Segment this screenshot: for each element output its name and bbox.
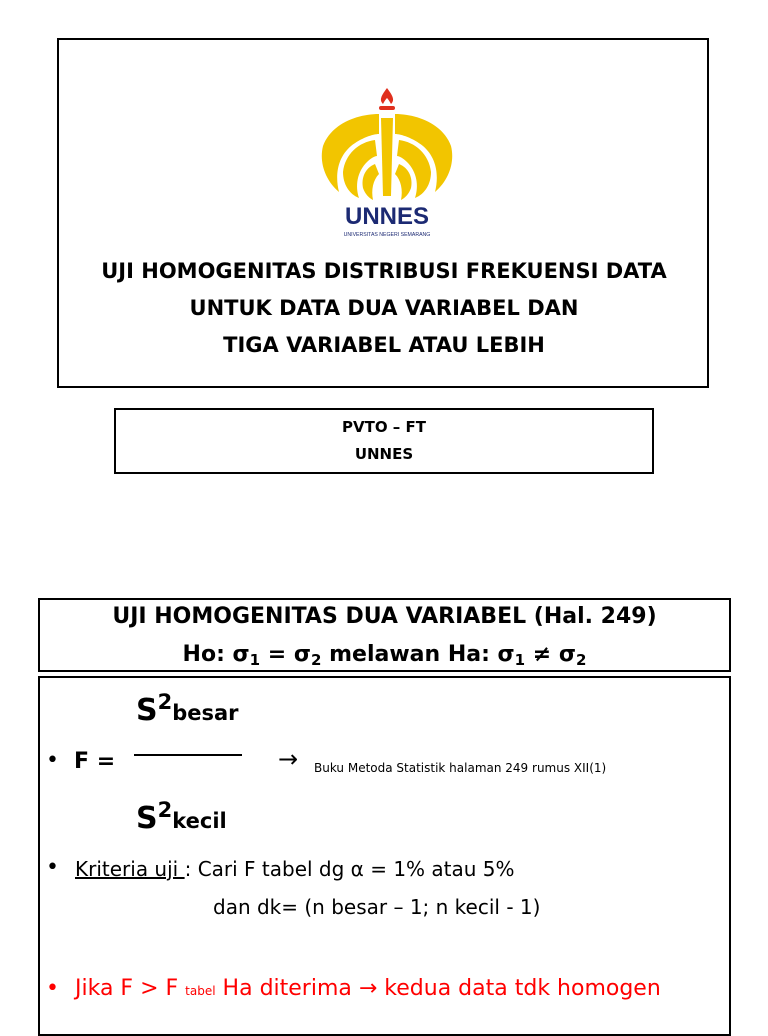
decision-rule: Jika F > F tabel Ha diterima → kedua data tdk homogen [75, 976, 661, 1001]
bullet-icon: • [46, 976, 59, 1001]
criteria-label: Kriteria uji [75, 857, 185, 881]
bullet-icon: • [46, 748, 59, 773]
title-line-3: TIGA VARIABEL ATAU LEBIH [223, 333, 545, 357]
subtitle-line-2: UNNES [354, 445, 414, 463]
formula-numerator: $S^2besar$ [136, 690, 239, 728]
bullet-icon: • [46, 855, 59, 880]
logo-wordmark: UNNES [344, 203, 430, 230]
title-line-2: UNTUK DATA DUA VARIABEL DAN [189, 296, 579, 320]
criteria-line-1 [75, 857, 515, 881]
criteria-text: : Cari F tabel dg α = 1% atau 5% [184, 857, 515, 881]
subtitle-box [114, 408, 654, 474]
logo-subtext: UNIVERSITAS NEGERI SEMARANG [343, 232, 431, 238]
f-equals-label: F = [74, 749, 116, 774]
title-line-1: UJI HOMOGENITAS DISTRIBUSI FREKUENSI DATA [101, 259, 667, 283]
formula-denominator: $S^2kecil$ [136, 798, 227, 836]
heading-line-2: Ho: $\sigma_1 = \sigma_2$ melawan Ha: $\sigma_1 \ne \sigma_2$ [182, 642, 587, 669]
unnes-logo [317, 84, 457, 240]
formula-reference: Buku Metoda Statistik halaman 249 rumus XII(1) [314, 761, 607, 775]
heading-line-1: UJI HOMOGENITAS DUA VARIABEL (Hal. 249) [112, 604, 657, 629]
arrow-right-icon: → [278, 745, 299, 773]
criteria-line-2: dan dk= (n besar – 1; n kecil - 1) [213, 895, 541, 919]
subtitle-line-1: PVTO – FT [341, 418, 426, 436]
fraction-bar [134, 754, 242, 756]
